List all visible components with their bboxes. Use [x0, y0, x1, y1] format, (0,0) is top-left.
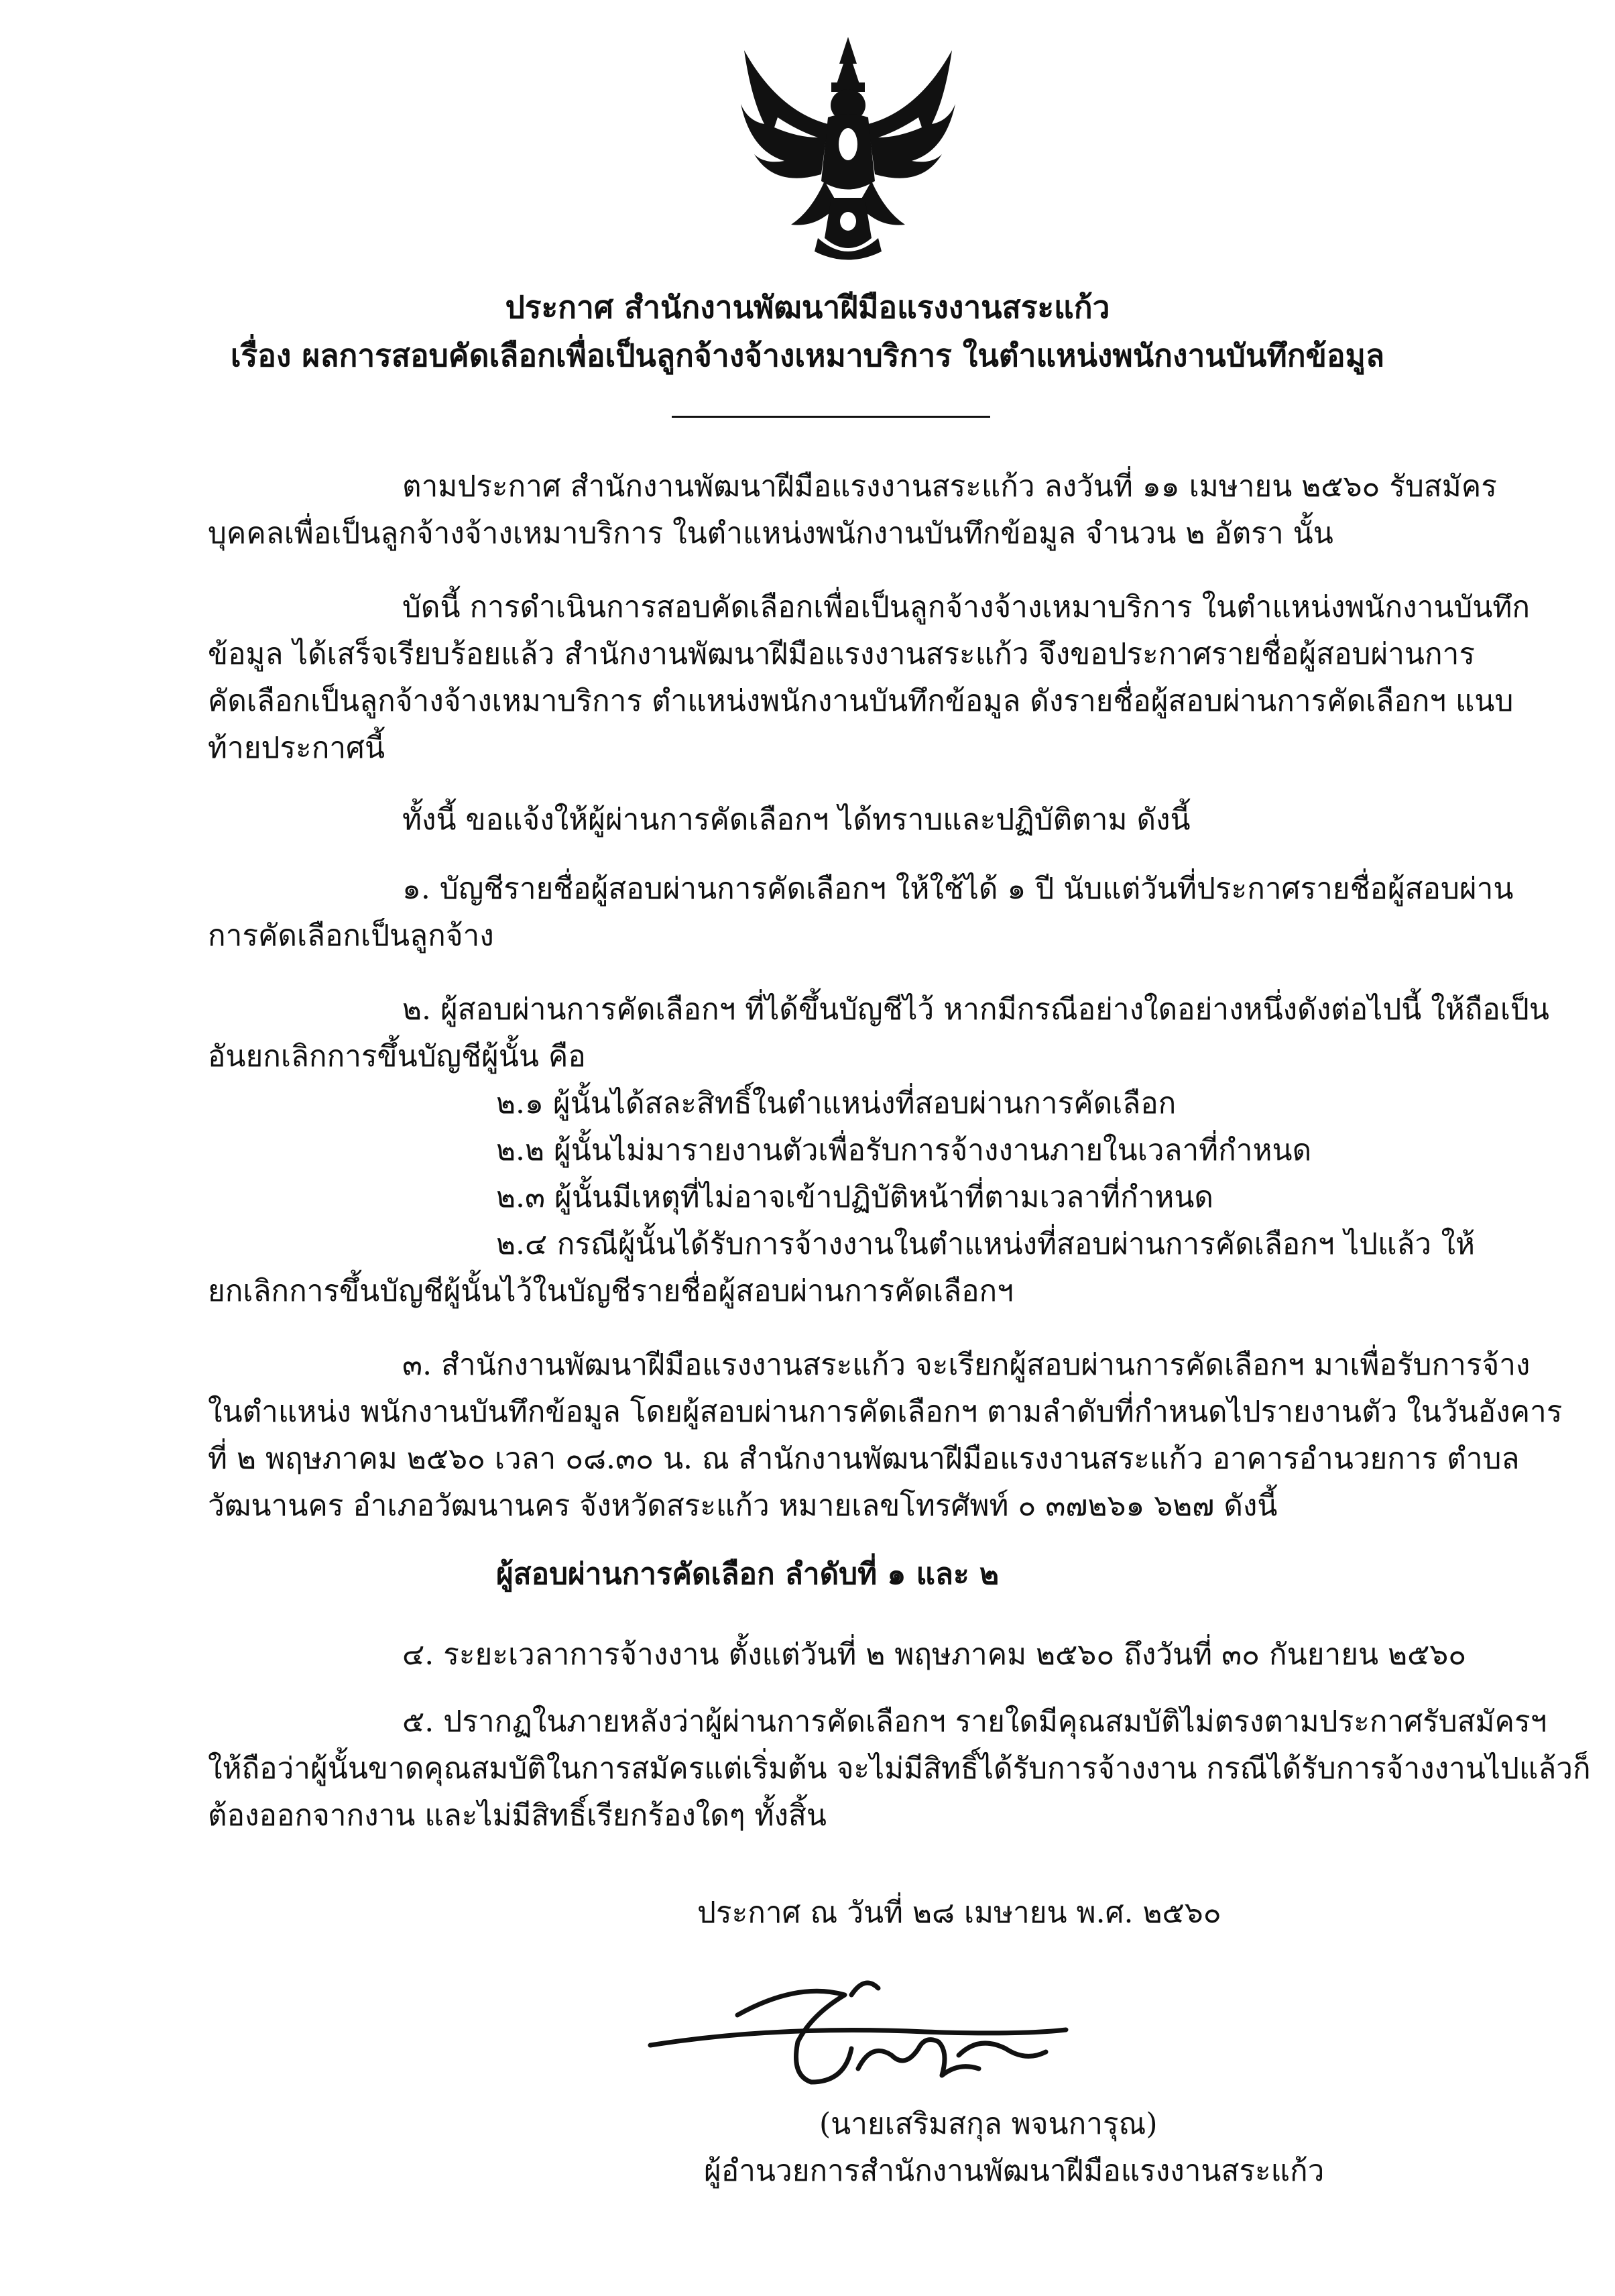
item-5-line-1: ๕. ปรากฏในภายหลังว่าผู้ผ่านการคัดเลือกฯ รายใดมีคุณสมบัติไม่ตรงตามประกาศรับสมัครฯ	[402, 1705, 1547, 1739]
paragraph-2-line-3: คัดเลือกเป็นลูกจ้างจ้างเหมาบริการ ตำแหน่งพนักงานบันทึกข้อมูล ดังรายชื่อผู้สอบผ่านการคัดเลือกฯ แนบ	[208, 684, 1514, 718]
paragraph-1-line-2: บุคคลเพื่อเป็นลูกจ้างจ้างเหมาบริการ ในตำแหน่งพนักงานบันทึกข้อมูล จำนวน ๒ อัตรา นั้น	[208, 516, 1333, 551]
paragraph-2-line-4: ท้ายประกาศนี้	[208, 731, 385, 765]
item-3-line-2: ในตำแหน่ง พนักงานบันทึกข้อมูล โดยผู้สอบผ่านการคัดเลือกฯ ตามลำดับที่กำหนดไปรายงานตัว ในวันอังคาร	[208, 1395, 1563, 1429]
selected-candidates: ผู้สอบผ่านการคัดเลือก ลำดับที่ ๑ และ ๒	[496, 1557, 999, 1591]
item-2-line-1: ๒. ผู้สอบผ่านการคัดเลือกฯ ที่ได้ขึ้นบัญชีไว้ หากมีกรณีอย่างใดอย่างหนึ่งดังต่อไปนี้ ให้ถือเป็น	[402, 992, 1549, 1027]
item-1-line-2: การคัดเลือกเป็นลูกจ้าง	[208, 919, 494, 953]
item-2-4-line-2: ยกเลิกการขึ้นบัญชีผู้นั้นไว้ในบัญชีรายชื่อผู้สอบผ่านการคัดเลือกฯ	[208, 1274, 1014, 1308]
item-2-3: ๒.๓ ผู้นั้นมีเหตุที่ไม่อาจเข้าปฏิบัติหน้าที่ตามเวลาที่กำหนด	[496, 1180, 1213, 1214]
announcement-date: ประกาศ ณ วันที่ ๒๘ เมษายน พ.ศ. ๒๕๖๐	[697, 1896, 1221, 1930]
item-2-4-line-1: ๒.๔ กรณีผู้นั้นได้รับการจ้างงานในตำแหน่งที่สอบผ่านการคัดเลือกฯ ไปแล้ว ให้	[496, 1227, 1475, 1261]
signer-title: ผู้อำนวยการสำนักงานพัฒนาฝีมือแรงงานสระแก้ว	[704, 2154, 1325, 2188]
item-5-line-2: ให้ถือว่าผู้นั้นขาดคุณสมบัติในการสมัครแต่เริ่มต้น จะไม่มีสิทธิ์ได้รับการจ้างงาน กรณีได้รับการจ้างงานไปแล้วก็	[208, 1752, 1591, 1786]
signer-name: (นายเสริมสกุล พจนการุณ)	[819, 2107, 1158, 2141]
announcement-title: ประกาศ สำนักงานพัฒนาฝีมือแรงงานสระแก้ว	[505, 289, 1110, 325]
item-2-2: ๒.๒ ผู้นั้นไม่มารายงานตัวเพื่อรับการจ้างงานภายในเวลาที่กำหนด	[496, 1133, 1312, 1167]
paragraph-2-line-2: ข้อมูล ได้เสร็จเรียบร้อยแล้ว สำนักงานพัฒนาฝีมือแรงงานสระแก้ว จึงขอประกาศรายชื่อผู้สอบผ่านการ	[208, 637, 1475, 671]
item-3-line-3: ที่ ๒ พฤษภาคม ๒๕๖๐ เวลา ๐๘.๓๐ น. ณ สำนักงานพัฒนาฝีมือแรงงานสระแก้ว อาคารอำนวยการ ตำบล	[208, 1442, 1520, 1476]
title-divider	[672, 416, 990, 418]
paragraph-2-line-1: บัดนี้ การดำเนินการสอบคัดเลือกเพื่อเป็นลูกจ้างจ้างเหมาบริการ ในตำแหน่งพนักงานบันทึก	[402, 590, 1531, 624]
item-5-line-3: ต้องออกจากงาน และไม่มีสิทธิ์เรียกร้องใดๆ ทั้งสิ้น	[208, 1798, 827, 1833]
item-3-line-1: ๓. สำนักงานพัฒนาฝีมือแรงงานสระแก้ว จะเรียกผู้สอบผ่านการคัดเลือกฯ มาเพื่อรับการจ้าง	[402, 1348, 1531, 1382]
item-3-line-4: วัฒนานคร อำเภอวัฒนานคร จังหวัดสระแก้ว หมายเลขโทรศัพท์ ๐ ๓๗๒๖๑ ๖๒๗ ดังนี้	[208, 1489, 1278, 1523]
item-1-line-1: ๑. บัญชีรายชื่อผู้สอบผ่านการคัดเลือกฯ ให้ใช้ได้ ๑ ปี นับแต่วันที่ประกาศรายชื่อผู้สอบผ่าน	[402, 872, 1514, 906]
handwritten-signature	[644, 1968, 1073, 2096]
item-4: ๔. ระยะเวลาการจ้างงาน ตั้งแต่วันที่ ๒ พฤษภาคม ๒๕๖๐ ถึงวันที่ ๓๐ กันยายน ๒๕๖๐	[402, 1638, 1467, 1672]
item-2-1: ๒.๑ ผู้นั้นได้สละสิทธิ์ในตำแหน่งที่สอบผ่านการคัดเลือก	[496, 1086, 1177, 1121]
paragraph-3: ทั้งนี้ ขอแจ้งให้ผู้ผ่านการคัดเลือกฯ ได้ทราบและปฏิบัติตาม ดังนี้	[402, 803, 1191, 837]
paragraph-1-line-1: ตามประกาศ สำนักงานพัฒนาฝีมือแรงงานสระแก้ว ลงวันที่ ๑๑ เมษายน ๒๕๖๐ รับสมัคร	[402, 469, 1497, 504]
item-2-line-2: อันยกเลิกการขึ้นบัญชีผู้นั้น คือ	[208, 1039, 586, 1074]
announcement-subject: เรื่อง ผลการสอบคัดเลือกเพื่อเป็นลูกจ้างจ้างเหมาบริการ ในตำแหน่งพนักงานบันทึกข้อมูล	[230, 337, 1385, 374]
garuda-emblem-icon	[737, 37, 959, 265]
